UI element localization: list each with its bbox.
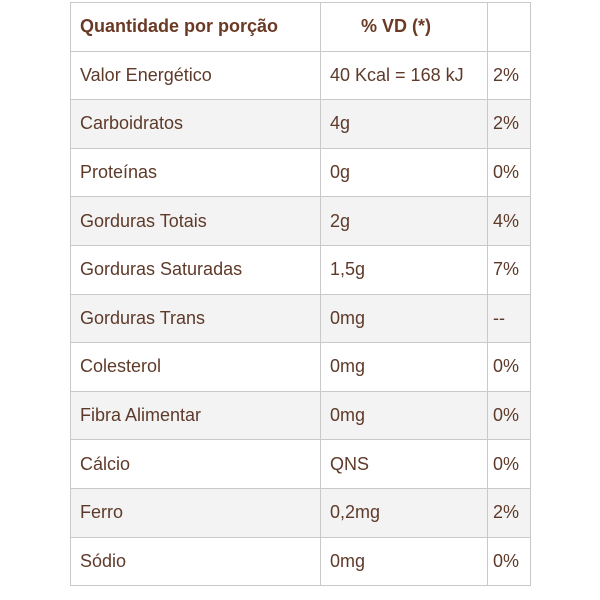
daily-value-cell: 0% xyxy=(488,148,531,197)
header-daily-value: % VD (*) xyxy=(321,3,488,52)
nutrient-name-cell: Sódio xyxy=(71,537,321,586)
daily-value-cell: 0% xyxy=(488,537,531,586)
daily-value-cell: 0% xyxy=(488,391,531,440)
table-row xyxy=(71,148,531,197)
table-row xyxy=(71,488,531,537)
table-row xyxy=(71,294,531,343)
table-row xyxy=(71,245,531,294)
table-row xyxy=(71,391,531,440)
amount-cell: 0mg xyxy=(321,391,488,440)
amount-cell: QNS xyxy=(321,440,488,489)
daily-value-cell: 2% xyxy=(488,488,531,537)
table-header-row xyxy=(71,3,531,52)
nutrient-name-cell: Gorduras Totais xyxy=(71,197,321,246)
amount-cell: 2g xyxy=(321,197,488,246)
amount-cell: 40 Kcal = 168 kJ xyxy=(321,51,488,100)
header-empty xyxy=(488,3,531,52)
amount-cell: 0mg xyxy=(321,537,488,586)
daily-value-cell: 7% xyxy=(488,245,531,294)
nutrient-name-cell: Carboidratos xyxy=(71,100,321,149)
nutrient-name-cell: Cálcio xyxy=(71,440,321,489)
daily-value-cell: 0% xyxy=(488,440,531,489)
daily-value-cell: 0% xyxy=(488,343,531,392)
amount-cell: 0g xyxy=(321,148,488,197)
table-body xyxy=(71,51,531,586)
table-row xyxy=(71,51,531,100)
daily-value-cell: 4% xyxy=(488,197,531,246)
daily-value-cell: 2% xyxy=(488,51,531,100)
nutrient-name-cell: Proteínas xyxy=(71,148,321,197)
nutrient-name-cell: Gorduras Trans xyxy=(71,294,321,343)
table-row xyxy=(71,537,531,586)
amount-cell: 0mg xyxy=(321,294,488,343)
amount-cell: 4g xyxy=(321,100,488,149)
amount-cell: 0,2mg xyxy=(321,488,488,537)
amount-cell: 1,5g xyxy=(321,245,488,294)
table-row xyxy=(71,100,531,149)
nutrient-name-cell: Valor Energético xyxy=(71,51,321,100)
table-row xyxy=(71,343,531,392)
nutrient-name-cell: Ferro xyxy=(71,488,321,537)
header-nutrient: Quantidade por porção xyxy=(71,3,321,52)
nutrition-facts-table xyxy=(70,2,531,586)
daily-value-cell: 2% xyxy=(488,100,531,149)
nutrient-name-cell: Fibra Alimentar xyxy=(71,391,321,440)
table-row xyxy=(71,197,531,246)
amount-cell: 0mg xyxy=(321,343,488,392)
table-row xyxy=(71,440,531,489)
nutrient-name-cell: Colesterol xyxy=(71,343,321,392)
nutrient-name-cell: Gorduras Saturadas xyxy=(71,245,321,294)
daily-value-cell: -- xyxy=(488,294,531,343)
